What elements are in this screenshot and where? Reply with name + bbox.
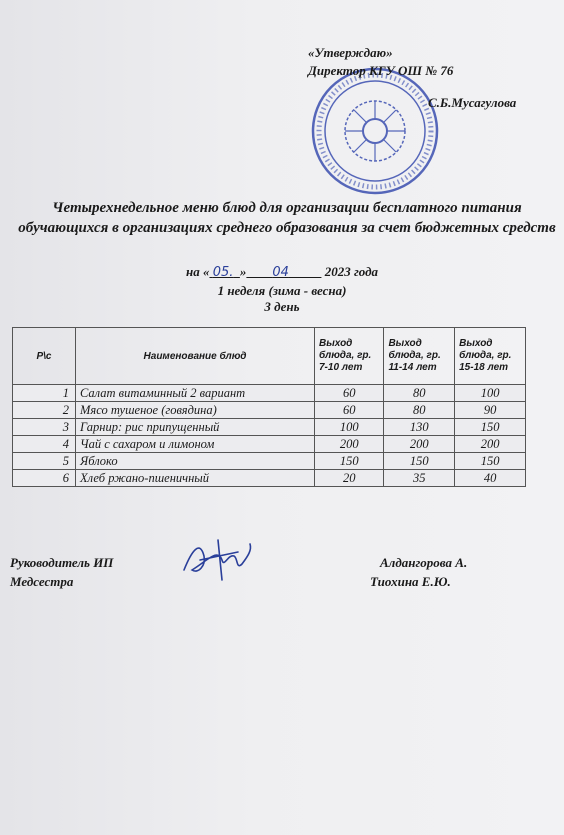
row-portion-7-10: 150 — [315, 453, 384, 470]
role-head: Руководитель ИП — [10, 555, 114, 570]
row-num: 5 — [13, 453, 76, 470]
table-row — [13, 453, 526, 470]
row-num: 2 — [13, 402, 76, 419]
header-portion-15-18: Выход блюда, гр. 15-18 лет — [455, 328, 526, 385]
document-title: Четырехнедельное меню блюд для организации бесплатного питания обучающихся в организациях среднего образования за счет бюджетных средств — [18, 200, 556, 236]
approval-label: «Утверждаю» — [308, 45, 393, 60]
date-mid: » — [239, 264, 247, 279]
table-row — [13, 470, 526, 487]
row-portion-15-18: 90 — [455, 402, 526, 419]
menu-table — [12, 327, 526, 487]
row-portion-15-18: 150 — [455, 419, 526, 436]
footer-names — [370, 553, 467, 591]
row-dish-name: Хлеб ржано-пшеничный — [76, 470, 315, 487]
row-portion-11-14: 130 — [384, 419, 455, 436]
role-nurse: Медсестра — [10, 574, 74, 589]
row-num: 3 — [13, 419, 76, 436]
row-portion-15-18: 40 — [455, 470, 526, 487]
date-prefix: на « — [185, 264, 210, 279]
row-portion-7-10: 100 — [315, 419, 384, 436]
table-row — [13, 385, 526, 402]
table-header-row — [13, 328, 526, 385]
row-portion-15-18: 100 — [455, 385, 526, 402]
row-portion-7-10: 60 — [315, 385, 384, 402]
row-portion-11-14: 35 — [384, 470, 455, 487]
row-num: 1 — [13, 385, 76, 402]
row-portion-7-10: 200 — [315, 436, 384, 453]
approval-signer-name: С.Б.Мусагулова — [428, 95, 517, 110]
footer-roles — [10, 553, 113, 591]
handwritten-signature — [178, 530, 258, 586]
table-row — [13, 419, 526, 436]
row-num: 6 — [13, 470, 76, 487]
date-month: 04 — [272, 265, 289, 280]
row-dish-name: Гарнир: рис припущенный — [76, 419, 315, 436]
row-portion-11-14: 80 — [384, 385, 455, 402]
header-portion-7-10: Выход блюда, гр. 7-10 лет — [315, 328, 384, 385]
row-dish-name: Чай с сахаром и лимоном — [76, 436, 315, 453]
approval-director: Директор КГУ ОШ № 76 — [308, 63, 454, 78]
row-dish-name: Мясо тушеное (говядина) — [76, 402, 315, 419]
row-portion-11-14: 200 — [384, 436, 455, 453]
row-portion-11-14: 150 — [384, 453, 455, 470]
table-row — [13, 436, 526, 453]
header-num: Р\с — [13, 328, 76, 385]
date-line — [0, 263, 564, 281]
date-day: 05. — [212, 265, 234, 280]
name-head: Алдангорова А. — [380, 555, 468, 570]
official-seal-stamp — [308, 64, 442, 198]
name-nurse: Тиохина Е.Ю. — [370, 574, 451, 589]
row-dish-name: Салат витаминный 2 вариант — [76, 385, 315, 402]
day-line: 3 день — [264, 299, 300, 314]
row-portion-15-18: 150 — [455, 453, 526, 470]
row-portion-15-18: 200 — [455, 436, 526, 453]
header-dish-name: Наименование блюд — [76, 328, 315, 385]
date-suffix: 2023 года — [324, 264, 379, 279]
row-dish-name: Яблоко — [76, 453, 315, 470]
row-portion-7-10: 20 — [315, 470, 384, 487]
row-portion-7-10: 60 — [315, 402, 384, 419]
table-row — [13, 402, 526, 419]
week-line: 1 неделя (зима - весна) — [217, 283, 347, 298]
approval-block — [308, 44, 548, 110]
header-portion-11-14: Выход блюда, гр. 11-14 лет — [384, 328, 455, 385]
row-num: 4 — [13, 436, 76, 453]
row-portion-11-14: 80 — [384, 402, 455, 419]
